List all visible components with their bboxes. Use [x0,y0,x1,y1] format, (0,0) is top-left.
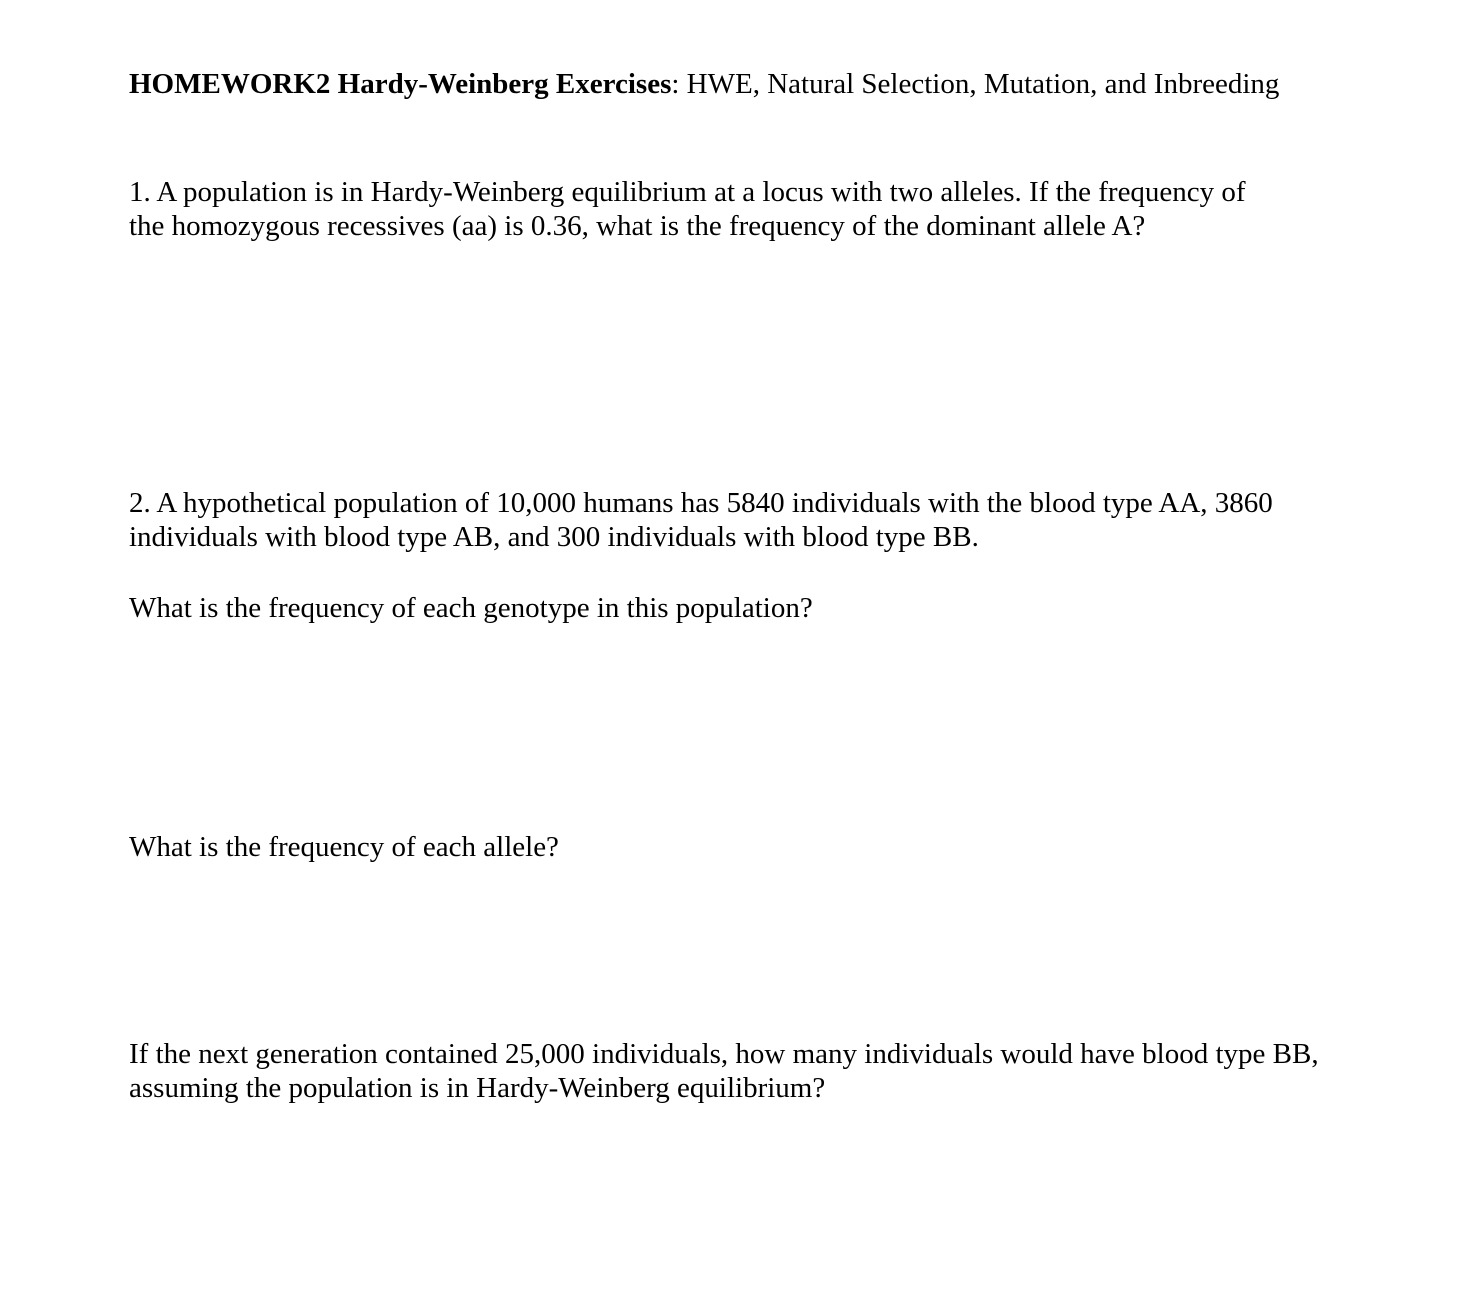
page-title [129,67,1369,101]
question-2-part-b: What is the frequency of each allele? [129,831,559,863]
title-bold-text: HOMEWORK2 Hardy-Weinberg Exercises [129,68,672,100]
question-1-line-1: 1. A population is in Hardy-Weinberg equilibrium at a locus with two alleles. If the frequency of [129,176,1246,208]
question-2 [129,486,1369,554]
question-1 [129,175,1369,243]
question-2-part-a: What is the frequency of each genotype in this population? [129,592,813,624]
question-2-line-2: individuals with blood type AB, and 300 individuals with blood type BB. [129,521,979,553]
question-2-part-c [129,1037,1369,1105]
question-1-line-2: the homozygous recessives (aa) is 0.36, what is the frequency of the dominant allele A? [129,210,1146,242]
question-2-part-c-line-1: If the next generation contained 25,000 individuals, how many individuals would have blood type BB, [129,1038,1319,1070]
question-2-line-1: 2. A hypothetical population of 10,000 humans has 5840 individuals with the blood type AA, 3860 [129,487,1273,519]
title-subtitle-text: : HWE, Natural Selection, Mutation, and Inbreeding [671,68,1280,100]
question-2-part-c-line-2: assuming the population is in Hardy-Weinberg equilibrium? [129,1072,826,1104]
